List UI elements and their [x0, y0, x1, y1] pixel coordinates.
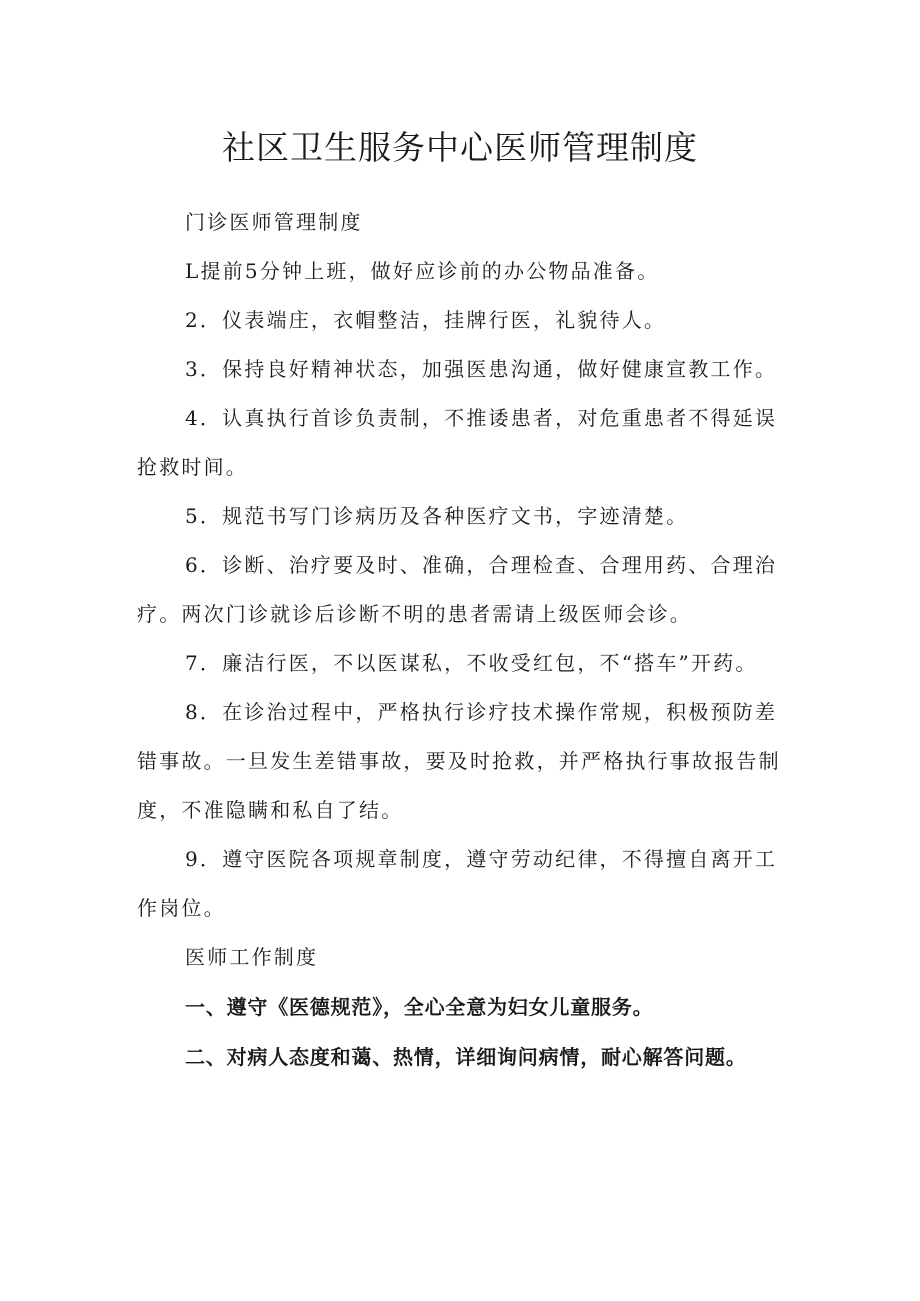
rule-item: 6．诊断、治疗要及时、准确，合理检查、合理用药、合理治疗。两次门诊就诊后诊断不明的患者需请上级医师会诊。: [137, 553, 778, 626]
rule-item: 8．在诊治过程中，严格执行诊疗技术操作常规，积极预防差错事故。一旦发生差错事故，要及时抢救，并严格执行事故报告制度，不准隐瞒和私自了结。: [137, 700, 781, 822]
rule-item: 二、对病人态度和蔼、热情，详细询问病情，耐心解答问题。: [185, 1045, 747, 1069]
rule-item: L提前5分钟上班，做好应诊前的办公物品准备。: [185, 259, 660, 283]
rule-item: 7．廉洁行医，不以医谋私，不收受红包，不“搭车”开药。: [185, 651, 758, 675]
rule-item: 3．保持良好精神状态，加强医患沟通，做好健康宣教工作。: [185, 357, 778, 381]
section-heading-outpatient: 门诊医师管理制度: [185, 210, 363, 234]
section-heading-physician-work: 医师工作制度: [185, 945, 319, 969]
document-title: 社区卫生服务中心医师管理制度: [222, 128, 698, 167]
rule-item: 9．遵守医院各项规章制度，遵守劳动纪律，不得擅自离开工作岗位。: [137, 847, 778, 920]
physician-work-section: [137, 982, 757, 1082]
rule-item: 2．仪表端庄，衣帽整洁，挂牌行医，礼貌待人。: [185, 308, 667, 332]
rule-item: 一、遵守《医德规范》，全心全意为妇女儿童服务。: [185, 995, 654, 1019]
rule-item: 5．规范书写门诊病历及各种医疗文书，字迹清楚。: [185, 504, 689, 528]
outpatient-section: [137, 198, 797, 982]
rule-item: 4．认真执行首诊负责制，不推诿患者，对危重患者不得延误抢救时间。: [137, 406, 778, 479]
